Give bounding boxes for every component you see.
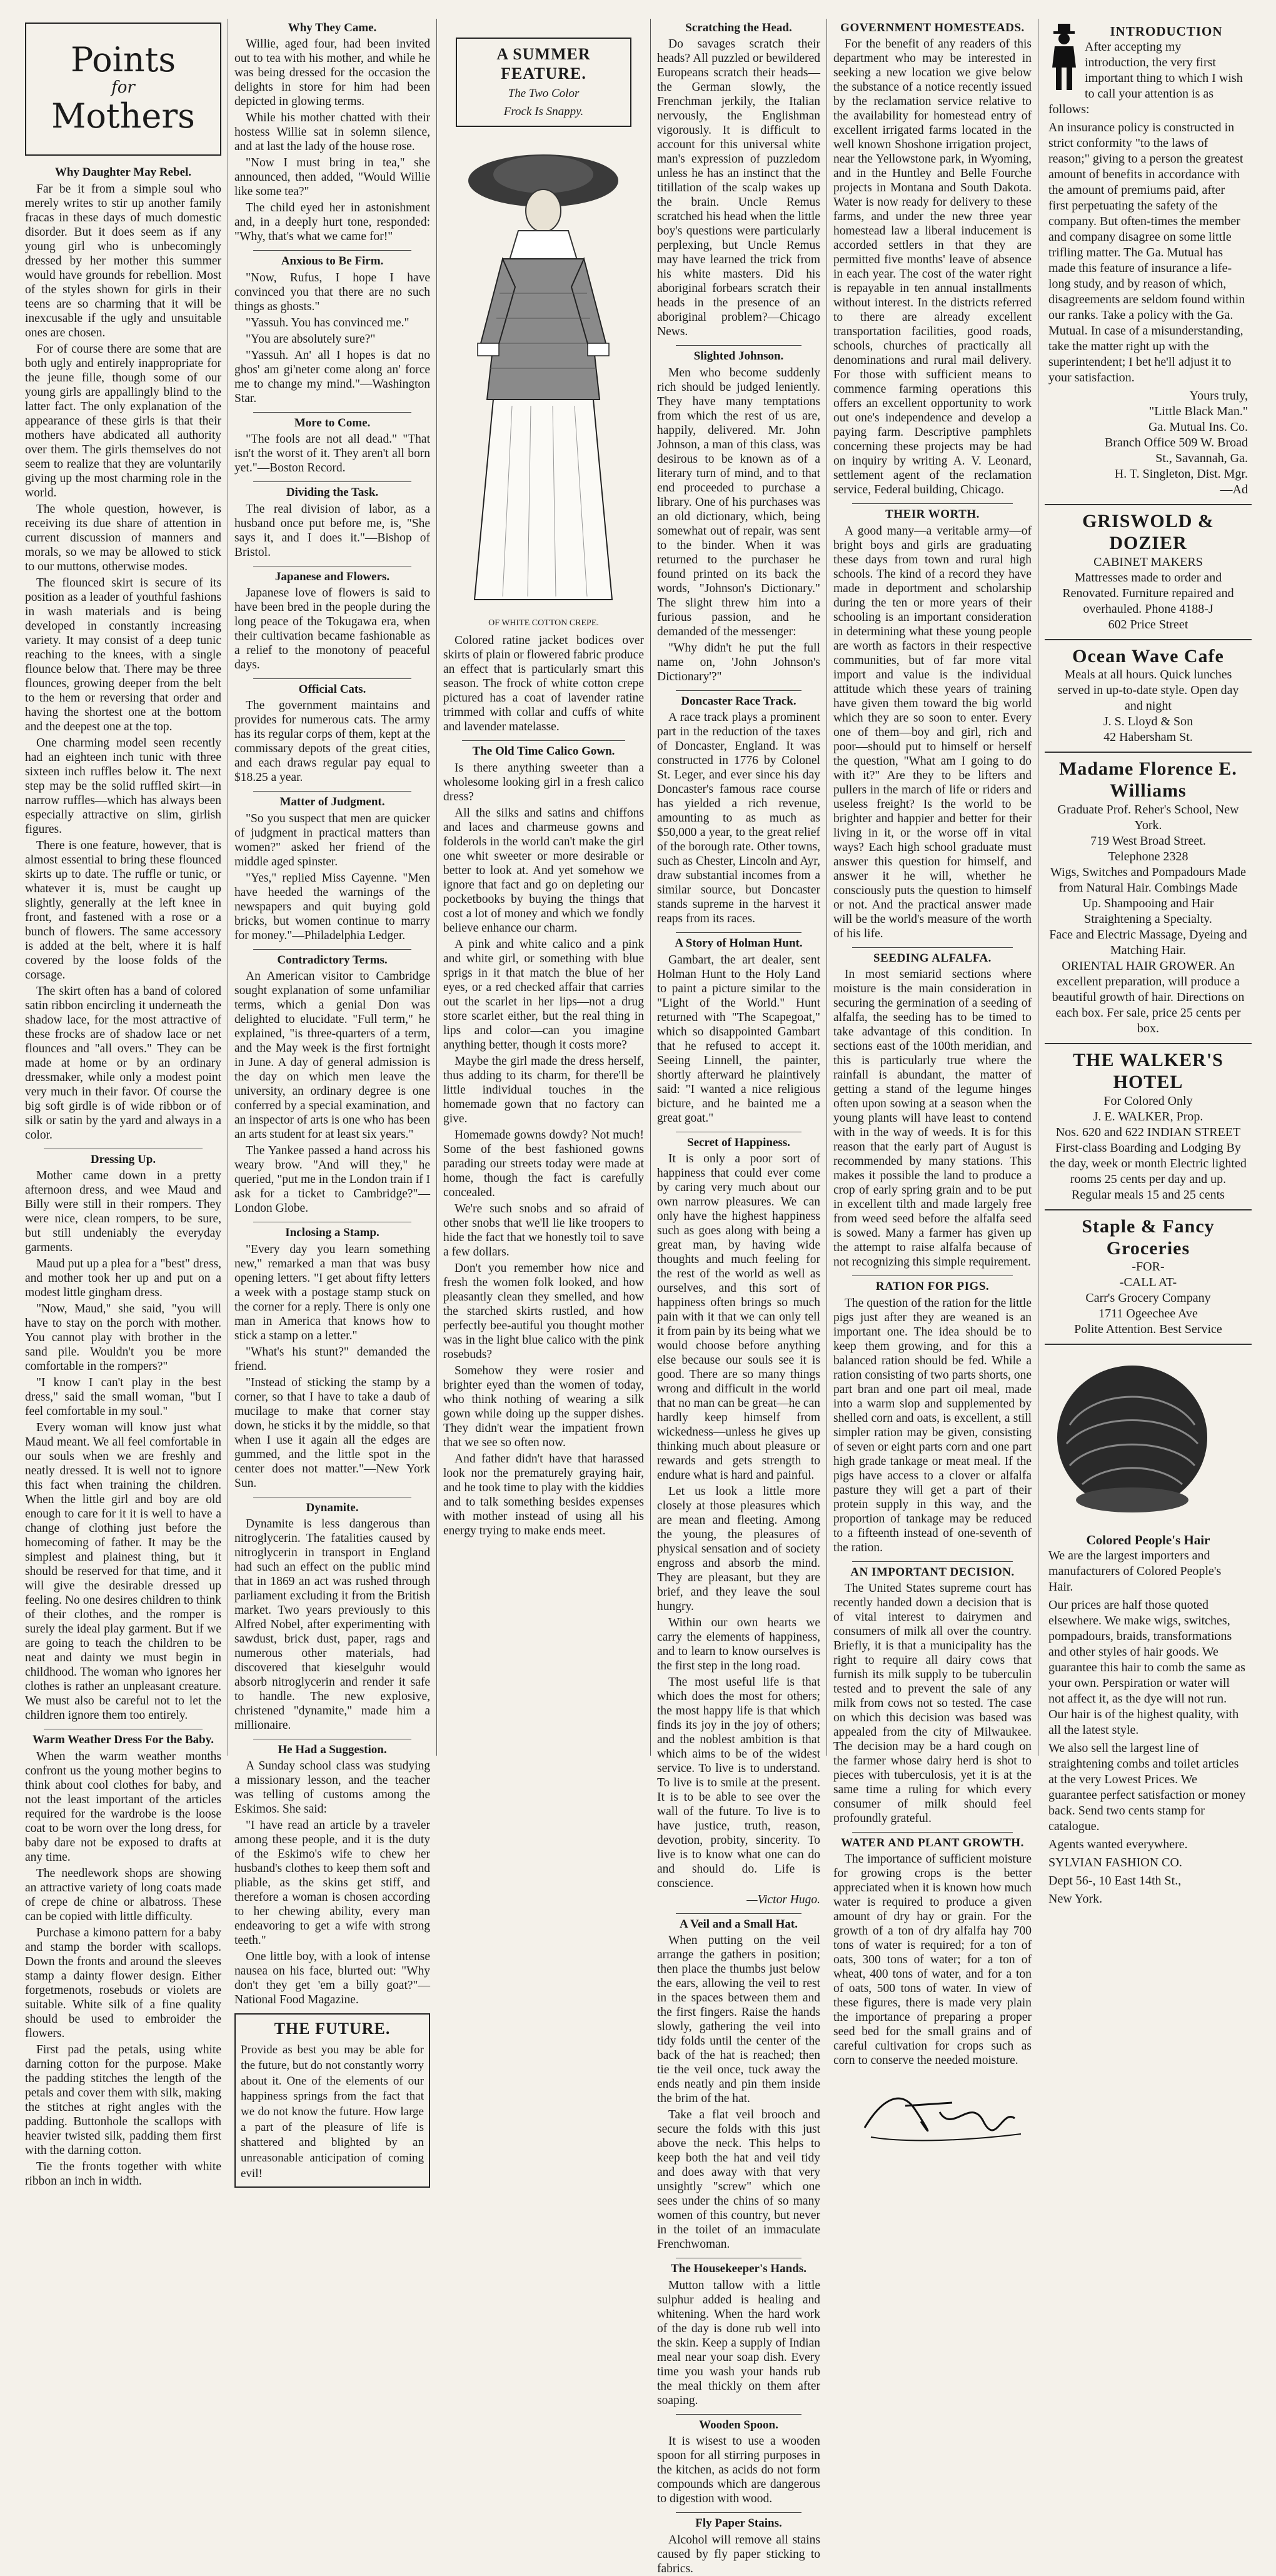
article-title: THEIR WORTH.	[885, 508, 980, 521]
ad-title: THE WALKER'S HOTEL	[1073, 1049, 1223, 1093]
article-paragraph: "Yassuh. An' all I hopes is dat no ghos' am gi'neter come along an' force me to change my mind."—Washington Star.	[234, 348, 430, 405]
line: —Ad	[1220, 482, 1248, 496]
article	[234, 1226, 430, 1490]
colored-peoples-hair-ad	[1045, 1527, 1252, 1916]
article	[657, 2262, 820, 2407]
article-title: Official Cats.	[298, 683, 366, 697]
article-paragraph: Japanese love of flowers is said to have been bred in the people during the long peace of the Tokugawa era, when their cultivation became fashionable as a relief to the monotony of peaceful days.	[234, 586, 430, 672]
divider	[253, 678, 411, 679]
article-paragraph: "Now I must bring in tea," she announced, then added, "Would Willie like some tea?"	[234, 156, 430, 199]
ad-line: -CALL AT-	[1119, 1275, 1177, 1290]
article-paragraph: The most useful life is that which does the most for others; the most happy life is that which finds its joy in the joy of others; and the noblest ambition is that which aims to be of the widest service. To live is to understand. To live is to smile at the present. It is to be able to see over the wall of the future. To live is to have justice, truth, reason, devotion, probity, sincerity. To live is to know what one can do and should do. Life is conscience.	[657, 1676, 820, 1891]
article-paragraph: The United States supreme court has recently handed down a decision that is of vital interest to dairymen and consumers of milk all over the country. Briefly, it is that a municipality has the right to require all dairy cows that furnish its milk supply to be tuberculin tested and to prevent the sale of any milk from cows not so tested. The case on which this decision was based was appealed from the city of Milwaukee. The decision may be a hard cough on the farmer whose dairy herd is shot to pieces with tuberculosis, yet it is at the same time a ruling for which every consumer of milk should feel profoundly grateful.	[833, 1582, 1032, 1826]
column-1	[19, 19, 228, 2188]
divider	[676, 1913, 801, 1914]
article-title: AN IMPORTANT DECISION.	[850, 1565, 1015, 1579]
ad-title: GRISWOLD & DOZIER	[1082, 510, 1214, 554]
paragraph: An insurance policy is constructed in strict conformity "to the laws of reason;" giving to a person the greatest amount of benefits in accordance with the amount of premiums paid, after first perpetuating the safety of the company. But often-times the member and company disagree on some little trifling matter. The Ga. Mutual has made this feature of insurance a life-long study, and by reason of which, disagreements are seldom found within our ranks. Take a policy with the Ga. Mutual. In case of a misunderstanding, take the matter right up with the superintendent; I bet he'll adjust it to your satisfaction.	[1048, 120, 1245, 385]
line: "Little Black Man."	[1149, 404, 1248, 418]
woman-in-frock-illustration	[443, 137, 631, 612]
summer-feature-sub2: Frock Is Snappy.	[503, 105, 584, 119]
article-paragraph: One little boy, with a look of intense nausea on his face, blurted out: "Why don't they get 'em a billy goat?"—National Food Magazine.	[234, 1950, 430, 2007]
paragraph: SYLVIAN FASHION CO.	[1048, 1856, 1182, 1870]
article-paragraph: The government maintains and provides for numerous cats. The army has its regular corps of them, kept at the commissary depots of the great cities, and each draws regular pay equal to $18.25 a year.	[234, 699, 430, 785]
article-title: GOVERNMENT HOMESTEADS.	[840, 21, 1025, 34]
article-paragraph: A Sunday school class was studying a missionary lesson, and the teacher was telling of customs among the Eskimos. She said:	[234, 1759, 430, 1816]
article-paragraph: A race track plays a prominent part in the reduction of the taxes of Doncaster, England. It was constructed in 1776 by Colonel St. Leger, and ever since his day Doncaster's famous race course has yielded a rich revenue, amounting to as much as $50,000 a year, to the great relief of the borough rate. Other towns, such as Chester, Lincoln and Ayr, draw substantial incomes from a similar source, but Doncaster stands supreme in the harvest it reaps from its races.	[657, 711, 820, 926]
introduction-title: INTRODUCTION	[1110, 24, 1223, 39]
hair-ad-title: Colored People's Hair	[1086, 1532, 1210, 1548]
article-title: Doncaster Race Track.	[681, 694, 796, 708]
article-paragraph: "Yassuh. You has convinced me."	[246, 316, 409, 330]
article	[443, 745, 644, 1537]
paragraph: Dept 56-, 10 East 14th St.,	[1048, 1874, 1182, 1888]
article-title: Anxious to Be Firm.	[281, 254, 384, 268]
article-paragraph: Alcohol will remove all stains caused by fly paper sticking to fabrics.	[657, 2533, 820, 2575]
divider	[852, 1275, 1013, 1276]
article-paragraph: "Why didn't he put the full name on, 'John Johnson's Dictionary'?"	[657, 641, 820, 683]
article-paragraph: Maud put up a plea for a "best" dress, and mother took her up and put on a modest little gingham dress.	[25, 1257, 221, 1300]
article-paragraph: Tie the fronts together with white ribbon an inch in width.	[25, 2160, 221, 2188]
article-paragraph: There is one feature, however, that is almost essential to bring these flounced skirts up to date. The ruffle or tunic, or whatever it is, must be caught up slightly, generally at the left knee in front, and fastened with a rose or a bunch of flowers. The same accessory is added at the belt, where it is half covered by the loose folds of the corsage.	[25, 838, 221, 982]
article-paragraph: Purchase a kimono pattern for a baby and stamp the border with scallops. Down the fronts and around the sleeves stamp a dainty flower design. Either forgetmenots, rosebuds or violets are suitable. White silk of a fine quality should be used to embroider the flowers.	[25, 1926, 221, 2040]
article-title: Why Daughter May Rebel.	[54, 166, 192, 179]
paragraph: We are the largest importers and manufacturers of Colored People's Hair.	[1048, 1549, 1222, 1594]
article-paragraph: For of course there are some that are both ugly and entirely inappropriate for the jeune fille, though some of our young girls are appallingly blind to the latter fact. The only explanation of the appearance of these girls is that their mothers have abdicated all authority over them. The girls themselves do not seem to realize that they are voluntarily giving up the most charming role in the world.	[25, 342, 221, 500]
divider	[676, 932, 801, 933]
article-title: Why They Came.	[288, 21, 377, 34]
article-signature: —Victor Hugo.	[746, 1893, 820, 1907]
article	[833, 952, 1032, 1269]
article-paragraph: In most semiarid sections where moisture is the main consideration in securing the germination of a seeding of alfalfa, the seeding has to be timed to take advantage of this condition. In sections east of the 100th meridian, and this is particularly true where the rainfall is abundant, the matter of getting a stand of the legume hinges often upon sowing at a season when the young plants will have least to contend with in the way of weeds. It is for this reason that the early part of August is recommended by many stations. This makes it possible the land to produce a crop of early spring grain and to be put in excellent tilth and made largely free from weed seed before the alfalfa seed is sowed. Many a farmer has given up the attempt to raise alfalfa because of not recognizing this simple requirement.	[833, 968, 1032, 1269]
divider	[676, 345, 801, 346]
article	[833, 21, 1032, 497]
article-paragraph: The Yankee passed a hand across his weary brow. "And will they," he queried, "put me in the London train if I ask for a ticket to Cambridge?"—London Globe.	[234, 1144, 430, 1215]
article-paragraph: Dynamite is less dangerous than nitroglycerin. The fatalities caused by nitroglycerin in transport in England had such an effect on the public mind that in 1869 an act was rushed through parliament excluding it from the British market. Two years previously to this Alfred Nobel, after experimenting with sawdust, brick dust, paper, rags and numerous other materials, had discovered that kieselguhr would absorb nitroglycerin and render it safe to handle. The new explosive, christened "dynamite," made him a millionaire.	[234, 1517, 430, 1733]
col3-articles	[443, 633, 644, 1537]
ad-line: 602 Price Street	[1108, 617, 1188, 631]
article-paragraph: The needlework shops are showing an attractive variety of long coats made of crepe de chine or albatross. These can be copied with little difficulty.	[25, 1866, 221, 1923]
article-paragraph: Somehow they were rosier and brighter eyed than the women of today, who think nothing of wearing a silk gown while doing up the supper dishes. They didn't wear the impatient frown that we see so often now.	[443, 1364, 644, 1449]
ad-title: Ocean Wave Cafe	[1072, 645, 1224, 667]
article-paragraph: Don't you remember how nice and fresh the women folk looked, and how pleasantly clean they smelled, and how the starched skirts rustled, and how perfectly bee-autiful you thought mother was in the light blue calico with the pink rosebuds?	[443, 1261, 644, 1361]
the-future-title: THE FUTURE.	[274, 2020, 391, 2038]
article-paragraph: Within our own hearts we carry the elements of happiness, and to learn to know ourselves is the first step in the long road.	[657, 1616, 820, 1673]
ad-line: Carr's Grocery Company	[1085, 1291, 1211, 1306]
ad-line: Telephone 2328	[1108, 849, 1188, 863]
article-paragraph: "Now, Maud," she said, "you will have to stay on the porch with mother. You cannot play with brother in the sand pile. Wouldn't you be more comfortable in the rompers?"	[25, 1302, 221, 1374]
article	[234, 486, 430, 559]
advertisement	[1045, 640, 1252, 753]
article-title: Japanese and Flowers.	[274, 570, 390, 583]
divider	[852, 1832, 1013, 1833]
article-title: Dynamite.	[306, 1501, 359, 1514]
article-title: He Had a Suggestion.	[278, 1743, 387, 1757]
article-title: More to Come.	[294, 416, 371, 430]
ad-line: ORIENTAL HAIR GROWER. An excellent preparation, will produce a beautiful growth of hair. Directions on each box. Fer sale, price 25 cents per box.	[1052, 958, 1245, 1035]
article	[657, 1136, 820, 1907]
ad-line: 1711 Ogeechee Ave	[1098, 1307, 1198, 1321]
hair-ad-paras	[1048, 1548, 1248, 1907]
the-future-text: Provide as best you may be able for the future, but do not constantly worry about it. One of the elements of our happiness springs from the fact that we do not know the future. How large a part of the pleasure of life is shattered and blighted by an unreasonable anticipation of coming evil!	[241, 2043, 424, 2180]
article	[833, 1566, 1032, 1826]
article	[25, 166, 221, 1142]
article-paragraph: "The fools are not all dead." "That isn't the worst of it. They aren't all born yet."—Boston Record.	[234, 433, 430, 475]
paragraph: New York.	[1048, 1892, 1103, 1906]
ad-title: Madame Florence E. Williams	[1059, 758, 1237, 802]
little-black-man-icon	[1048, 24, 1080, 93]
col4-articles	[657, 21, 820, 2576]
article	[234, 570, 430, 672]
divider	[253, 250, 411, 251]
article-paragraph: The question of the ration for the little pigs just after they are weaned is an important one. The idea should be to keep them growing, and for this a balanced ration should be fed. While a ration consisting of two parts shorts, one part bran and one part oil meal, made into a warm slop and supplemented by shelled corn and oats, is excellent, a still simpler ration may be given, consisting of seven or eight parts corn and one part high grade tankage or meat meal. If the pigs have access to a clover or alfalfa pasture they will get a part of their protein supply in this way, and the proportion of tankage may be reduced to a fifteenth instead of one-seventh of the ration.	[833, 1296, 1032, 1554]
article	[833, 1836, 1032, 2068]
article-paragraph: "Now, Rufus, I hope I have convinced you that there are no such things as ghosts."	[234, 271, 430, 313]
article-paragraph: It is wisest to use a wooden spoon for all stirring purposes in the kitchen, as acids do not form compounds which are dangerous to digestion with wood.	[657, 2435, 820, 2506]
article-paragraph: We're such snobs and so afraid of other snobs that we'll lie like troopers to hide the fact that we honestly toil to save a few dollars.	[443, 1202, 644, 1259]
summer-feature-heading	[456, 38, 631, 127]
article-paragraph: "I have read an article by a traveler among these people, and it is the duty of the Eskimo's wife to chew her husband's clothes to keep them soft and pliable, as the skins get stiff, and therefore a woman is chosen according to her chewing ability, every man endeavoring to get a wife with strong teeth."	[234, 1819, 430, 1948]
article-paragraph: It is only a poor sort of happiness that could ever come by caring very much about our own narrow pleasures. We can only have the highest happiness such as goes along with being a great man, by having wide thoughts and much feeling for the rest of the world as well as ourselves, and this sort of happiness often brings so much pain with it that we can only tell it from pain by its being what we would choose before anything else because our souls see it is good. There are so many things wrong and difficult in the world that no man can be great—he can hardly keep himself from wickedness—unless he gives up thinking much about pleasure or rewards and gets strength to endure what is hard and painful.	[657, 1152, 820, 1482]
line: H. T. Singleton, Dist. Mgr.	[1114, 466, 1248, 481]
article-title: Wooden Spoon.	[699, 2418, 778, 2432]
ad-line: Graduate Prof. Reher's School, New York.	[1057, 802, 1239, 832]
article-title: A Veil and a Small Hat.	[680, 1918, 798, 1931]
article	[833, 1280, 1032, 1554]
article-title: Dressing Up.	[90, 1152, 156, 1166]
article-paragraph: For the benefit of any readers of this department who may be interested in seeking a new location we give below the substance of a notice recently issued by the reclamation service relative to the availability for homestead entry of excellent irrigated farms located in the well known Shoshone irrigation project, near the Yellowstone park, in Wyoming, and in the Huntley and Belle Fourche projects in Montana and South Dakota. Water is now ready for delivery to these farms, and under the new three year homestead law a liberal inducement is accorded settlers in that they are permitted five months' leave of absence in each year. The cost of the water right is repayable in ten annual installments without interest. In the districts referred to there are already excellent transportation facilities, good roads, schools, churches of practically all denominations and rural mail delivery. For those with sufficient means to commence farming operations this offers an excellent opportunity to work out one's independence and develop a paying farm. Descriptive pamphlets concerning these projects may be had on inquiry by writing A. V. Leonard, settlement agent of the reclamation service, Federal building, Chicago.	[833, 38, 1032, 497]
divider	[253, 791, 411, 792]
ad-line: First-class Boarding and Lodging By the day, week or month Electric lighted rooms 25 cents per day and up.	[1050, 1140, 1247, 1186]
ad-line: Meals at all hours. Quick lunches served in up-to-date style. Open day and night	[1057, 667, 1239, 713]
divider	[852, 503, 1013, 504]
col6-ads	[1045, 505, 1252, 1346]
paragraph: We also sell the largest line of straightening combs and toilet articles at the very Lowest Prices. We guarantee perfect satisfaction or money back. Send two cents stamp for catalogue.	[1048, 1741, 1246, 1834]
article-paragraph: A pink and white calico and a pink and white girl, or something with blue sprigs in it that match the blue of her eyes, or a red checked affair that carries out the scarlet in her lips—not a drug store scarlet either, but the real thing in lips and color—can you imagine anything better, though it costs more?	[443, 937, 644, 1052]
article-title: Secret of Happiness.	[687, 1135, 790, 1149]
line: Ga. Mutual Ins. Co.	[1148, 420, 1248, 434]
column-6	[1038, 19, 1258, 1906]
article-paragraph: Colored ratine jacket bodices over skirts of plain or flowered fabric produce an effect that is particularly smart this season. The frock of white cotton crepe pictured has a coat of lavender ratine trimmed with collar and cuffs of white and lavender matelasse.	[443, 634, 644, 734]
article-paragraph: When putting on the veil arrange the gathers in position; then place the thumbs just below the ears, allowing the veil to rest in the spaces between them and the first fingers. Raise the hands slowly, gathering the veil into tidy folds until the center of the back of the hat is reached; then tie the veil once, tuck away the ends neatly and pin them inside the brim of the hat.	[657, 1934, 820, 2106]
masthead-line3: Mothers	[51, 96, 195, 136]
introduction-closing	[1048, 388, 1248, 498]
ad-line: 42 Habersham St.	[1103, 730, 1193, 744]
column-4	[650, 19, 826, 2575]
article-paragraph: "What's his stunt?" demanded the friend.	[234, 1345, 430, 1373]
introduction-ad	[1045, 19, 1252, 505]
article-paragraph: When the warm weather months confront us the young mother begins to think about cool clothes for baby, and not the least important of the articles required for the wardrobe is the loose coat to be worn over the long dress, for baby dare not be exposed to drafts at any time.	[25, 1749, 221, 1864]
article-paragraph: "So you suspect that men are quicker of judgment in practical matters than women?" asked her friend of the middle aged spinster.	[234, 812, 430, 868]
advertisement	[1045, 753, 1252, 1044]
paragraph: Our prices are half those quoted elsewhere. We make wigs, switches, pompadours, braids, transformations and other styles of hair goods. We guarantee this hair to comb the same as your own. Perspiration or water will not affect it, as the dye will not run. Our hair is of the highest quality, with all the latest style.	[1048, 1598, 1245, 1738]
article-title: Inclosing a Stamp.	[285, 1226, 379, 1240]
article	[443, 633, 644, 734]
col5-articles	[833, 21, 1032, 2068]
article-title: Slighted Johnson.	[693, 350, 784, 363]
article	[657, 937, 820, 1125]
advertisement	[1045, 1044, 1252, 1210]
article-paragraph: The importance of sufficient moisture for growing crops is the better appreciated when it is known how much water is required to produce a given amount of dry hay or grain. For the growth of a ton of dry alfalfa hay 700 tons of water is required; for a ton of oats, 300 tons of water; for a ton of wheat, 400 tons of water, and for a ton of oats, 500 tons of water. In view of these figures, there is made very plain the importance of preparing a proper seed bed for the small grains and of careful cultivation for crops such as corn to conserve the needed moisture.	[833, 1853, 1032, 2068]
article-paragraph: Maybe the girl made the dress herself, thus adding to its charm, for there'll be little individual touches in the homemade gown that no factory can give.	[443, 1054, 644, 1125]
article-paragraph: Every woman will know just what Maud meant. We all feel comfortable in our souls when we are freshly and neatly dressed. It is well not to ignore this fact when training the children. When the little girl and boy are old enough to care for it it is well to have a change of clothing just before the homecoming of father. It may be the simplest and plainest thing, but it should be reserved for that time, and it will give the desirable dressed up feeling. No one desires children to think of their clothes, and the romper is surely the ideal play garment. But if we are going to teach the children to be neat and dainty we must begin in childhood. The woman who ignores her clothes is rather an unpleasant creature. We must also be careful not to let the children ignore them too entirely.	[25, 1421, 221, 1723]
hairpiece-illustration	[1045, 1350, 1220, 1519]
ad-line: -FOR-	[1132, 1260, 1165, 1274]
article-paragraph: One charming model seen recently had an eighteen inch tunic with three sixteen inch ruffles below it. The next step may be the solid ruffled skirt—in narrow ruffles—which has always been especially attractive on slim, girlish figures.	[25, 736, 221, 836]
article-title: SEEDING ALFALFA.	[873, 951, 992, 965]
paragraph: After accepting my introduction, the very first important thing to which I wish to call your attention is as follows:	[1048, 39, 1243, 116]
article-paragraph: Homemade gowns dowdy? Not much! Some of the best fashioned gowns parading our streets today were made at home, though the fact is carefully concealed.	[443, 1128, 644, 1199]
ad-line: Wigs, Switches and Pompadours Made from Natural Hair. Combings Made Up. Shampooing and Hair Straightening a Specialty.	[1050, 865, 1247, 926]
article	[234, 416, 430, 475]
article-title: Matter of Judgment.	[279, 795, 385, 809]
article-title: Dividing the Task.	[286, 486, 379, 500]
divider	[676, 2512, 801, 2513]
article	[657, 350, 820, 683]
article	[25, 1733, 221, 2188]
article-title: WATER AND PLANT GROWTH.	[841, 1836, 1024, 1850]
ad-line: CABINET MAKERS	[1093, 555, 1203, 569]
line: Yours truly,	[1189, 388, 1248, 403]
article	[234, 953, 430, 1215]
line: St., Savannah, Ga.	[1155, 451, 1248, 465]
masthead-line2: for	[111, 78, 135, 98]
article-paragraph: An American visitor to Cambridge sought explanation of some unfamiliar terms, which a genial Don was delighted to elucidate. "Full term," he explained, "is three-quarters of a term, and the May week is the first fortnight in June. A day of general admission is the day on which men leave the university, an ordinary degree is one conferred by a special examination, and an inspector of arts is one who has been an arts student for at least six years."	[234, 970, 430, 1142]
article-title: RATION FOR PIGS.	[875, 1280, 990, 1294]
ad-line: J. E. WALKER, Prop.	[1093, 1109, 1203, 1124]
article-title: Contradictory Terms.	[277, 953, 388, 967]
summer-feature-sub1: The Two Color	[508, 87, 580, 101]
article	[657, 2418, 820, 2506]
divider	[676, 690, 801, 691]
article-paragraph: Willie, aged four, had been invited out to tea with his mother, and while he was being dressed for the occasion the delights in store for him had been depicted in glowing terms.	[234, 38, 430, 109]
divider	[253, 412, 411, 413]
divider	[253, 949, 411, 950]
article-title: Warm Weather Dress For the Baby.	[33, 1733, 214, 1747]
article-title: Scratching the Head.	[685, 21, 792, 34]
divider	[852, 1561, 1013, 1562]
column-3	[436, 19, 650, 1756]
article-paragraph: Do savages scratch their heads? All puzzled or bewildered Europeans scratch their heads—the German slowly, the Frenchman jerkily, the Italian nervously, the Englishman vigorously. It is difficult to account for this universal white man's expression of puzzledom unless he has an instinct that the titillation of the scalp wakes up the brain. Uncle Remus scratched his head when the little boy's questions were particularly perplexing, but Uncle Remus may have learned the trick from his white masters. Did his aboriginal forbears scratch their heads in the presence of an aboriginal problem?—Chicago News.	[657, 38, 820, 339]
article-paragraph: Let us look a little more closely at those pleasures which are mean and fleeting. Among the young, the pleasures of physical sensation and of society engross and absorb the mind. They are pleasant, but they are brief, and they leave the soul hungry.	[657, 1485, 820, 1614]
article	[234, 1743, 430, 2007]
article-paragraph: The whole question, however, is receiving its due share of attention in current discussion of manners and morals, so we may be allowed to stick to our muttons, otherwise modes.	[25, 502, 221, 573]
ad-line: Regular meals 15 and 25 cents	[1072, 1187, 1225, 1202]
ad-title: Staple & Fancy Groceries	[1082, 1215, 1215, 1259]
article-paragraph: The flounced skirt is secure of its position as a leader of youthful fashions in wash materials and is being developed in constantly increasing variety. It may consist of a deep tunic reaching to the knees, with a single flounce below that. There may be three flounces, growing deeper from the belt to the hem or reversing that order and having the shortest one at the bottom and the deepest one at the top.	[25, 576, 221, 733]
article-title: Fly Paper Stains.	[695, 2517, 782, 2530]
article	[234, 1501, 430, 1733]
article-paragraph: Is there anything sweeter than a wholesome looking girl in a fresh calico dress?	[443, 761, 644, 803]
article-paragraph: Mother came down in a pretty afternoon dress, and wee Maud and Billy were still in their rompers. They were nice, clean rompers, to be sure, but still undeniably the everyday garments.	[25, 1169, 221, 1255]
advertisement	[1045, 505, 1252, 640]
article-paragraph: Mutton tallow with a little sulphur added is healing and whitening. When the hard work of the day is done rub well into the skin. Keep a supply of Indian meal near your soap dish. Every time you wash your hands rub the meal thickly on them after soaping.	[657, 2278, 820, 2407]
article	[657, 2517, 820, 2575]
article-title: The Old Time Calico Gown.	[472, 745, 615, 758]
article-paragraph: "You are absolutely sure?"	[246, 332, 376, 346]
article-paragraph: While his mother chatted with their hostess Willie sat in solemn silence, and at last the lady of the house rose.	[234, 111, 430, 154]
ad-line: J. S. Lloyd & Son	[1103, 714, 1193, 728]
article-title: A Story of Holman Hunt.	[675, 937, 803, 950]
article-paragraph: Take a flat veil brooch and secure the folds with this just above the neck. This helps to keep both the hat and veil tidy and does away with that very unsightly "screw" which one sees under the chins of so many women of this country, but never in the toilet of an immaculate Frenchwoman.	[657, 2108, 820, 2251]
article	[234, 21, 430, 244]
article-paragraph: "Yes," replied Miss Cayenne. "Men have heeded the warnings of the newspapers and quit buying gold bricks, but women continue to marry for money."—Philadelphia Ledger.	[234, 871, 430, 942]
article	[25, 1153, 221, 1723]
article-paragraph: All the silks and satins and chiffons and laces and charmeuse gowns and folderols in the world can't make the girl one whit sweeter or more desirable or better to look at. And yet somehow we ignore that fact and go on depleting our pocketbooks by buying the things that cost a lot of money and which we fondly believe enhance our charm.	[443, 806, 644, 935]
article-paragraph: "I know I can't play in the best dress," said the small woman, "but I feel comfortable in my soul."	[25, 1376, 221, 1419]
column-5	[826, 19, 1038, 2068]
article-paragraph: The real division of labor, as a husband once put before me, is, "She says it, and I does it."—Bishop of Bristol.	[234, 502, 430, 559]
article-paragraph: The skirt often has a band of colored satin ribbon encircling it underneath the shadow lace, for the most attractive of these frocks are of shadow lace or net flounces and "all overs." They can be made at home or by an ordinary dressmaker, while only a modest point very much in their favor. Of course the big soft girdle is of wide ribbon or of silk or satin by the yard and always in a color.	[25, 984, 221, 1142]
masthead-line1: Points	[70, 40, 176, 79]
divider	[253, 481, 411, 482]
divider	[462, 740, 625, 741]
paragraph: Agents wanted everywhere.	[1048, 1838, 1188, 1852]
article	[833, 508, 1032, 940]
handwritten-signature	[846, 2084, 1033, 2146]
ad-line: Polite Attention. Best Service	[1074, 1322, 1222, 1337]
article-title: The Housekeeper's Hands.	[671, 2262, 806, 2276]
ad-line: Nos. 620 and 622 INDIAN STREET	[1055, 1125, 1241, 1139]
ad-line: Mattresses made to order and Renovated. Furniture repaired and overhauled. Phone 4188-J	[1062, 570, 1234, 616]
divider	[852, 947, 1013, 948]
ad-line: 719 West Broad Street.	[1090, 833, 1206, 848]
article-paragraph: Men who become suddenly rich should be judged leniently. They have many temptations from which the rest of us are, happily, delivered. Mr. John Johnson, a man of this class, was desirous to be known as of a literary turn of mind, and to that end proceeded to purchase a library. One of his purchases was an old dictionary, which, being somewhat out of repair, was sent to the binder. When it was returned to the purchaser he found printed on its back the words, "Johnson's Dictionary." The slight threw him into a furious passion, and he demanded of the messenger:	[657, 366, 820, 638]
article-paragraph: A good many—a veritable army—of bright boys and girls are graduating these days from town and rural high schools. The kind of a record they have made in deportment and scholarship during the ten or more years of their schooling is an important consideration in determining what these young people are worth as factors in their respective communities, but of far more vital import and value is the individual attitude which these years of training have given them toward the big world which they are so soon to enter. Every one of them—boy and girl, rich and poor—should put to himself or herself the question, "What am I going to do with it?" Are they to be lifters and pullers in the march of life or riders and useless freight? Is the world to be brighter and happier and better for their living in it, or the worse off in vital ways? Each high school graduate must answer this question for himself, and answer it he will, whether he consciously puts the question to himself or not. And the practical answer made will be the world's measure of the worth of his life.	[833, 524, 1032, 940]
article	[657, 1918, 820, 2251]
illustration-caption: OF WHITE COTTON CREPE.	[488, 618, 599, 628]
article-paragraph: The child eyed her in astonishment and, in a deeply hurt tone, responded: "Why, that's what we came for!"	[234, 201, 430, 244]
article-paragraph: Gambart, the art dealer, sent Holman Hunt to the Holy Land to paint a picture similar to the "Light of the World." Hunt returned with "The Scapegoat," which so disappointed Gambart that he refused to accept it. Seeing Linnell, the painter, shortly afterward he plaintively said: "I wanted a nice religious bicture, and he bainted me a great goat."	[657, 953, 820, 1125]
divider	[676, 2414, 801, 2415]
article-paragraph: "Every day you learn something new," remarked a man that was busy opening letters. "I get about fifty letters a week with a postage stamp stuck on the corner for a reply. There is only one man in America that knows how to stick a stamp on a letter."	[234, 1242, 430, 1342]
line: Branch Office 509 W. Broad	[1104, 435, 1248, 450]
advertisement	[1045, 1210, 1252, 1346]
article-paragraph: First pad the petals, using white darning cotton for the purpose. Make the padding stitches the length of the petals and cover them with silk, making the stitches at right angles with the padding. Buttonhole the scallops with heavier twisted silk, padding them first with the darning cotton.	[25, 2043, 221, 2157]
article	[657, 695, 820, 926]
the-future-box	[234, 2013, 430, 2188]
article	[234, 254, 430, 405]
article	[234, 795, 430, 942]
article	[234, 683, 430, 785]
article	[657, 21, 820, 339]
col2-articles	[234, 21, 430, 2007]
column-2	[228, 19, 436, 2180]
summer-feature-title: A SUMMER FEATURE.	[496, 45, 591, 83]
article-paragraph: And father didn't have that harassed look nor the prematurely graying hair, and he took time to play with the kiddies and to talk something besides expenses with mother instead of using all his energy trying to make ends meet.	[443, 1452, 644, 1537]
article-paragraph: Far be it from a simple soul who merely writes to stir up another family fracas in these days of much domestic disorder. But it does seem as if any young girl who is unbecomingly dressed by her mother this summer would have grounds for rebellion. Most of the styles shown for girls in their teens are so charming that it will be inexcusable if the ugly and unsuitable ones are chosen.	[25, 182, 221, 340]
article-paragraph: "Instead of sticking the stamp by a corner, so that I have to take a daub of mucilage to make that corner stay down, he sticks it by the middle, so that when I use it again all the edges are gummed, and the little spot in the center does not matter."—New York Sun.	[234, 1376, 430, 1490]
points-for-mothers-masthead	[25, 23, 221, 156]
ad-line: Face and Electric Massage, Dyeing and Matching Hair.	[1049, 927, 1247, 957]
ad-line: For Colored Only	[1103, 1094, 1193, 1108]
col1-articles	[25, 166, 221, 2188]
